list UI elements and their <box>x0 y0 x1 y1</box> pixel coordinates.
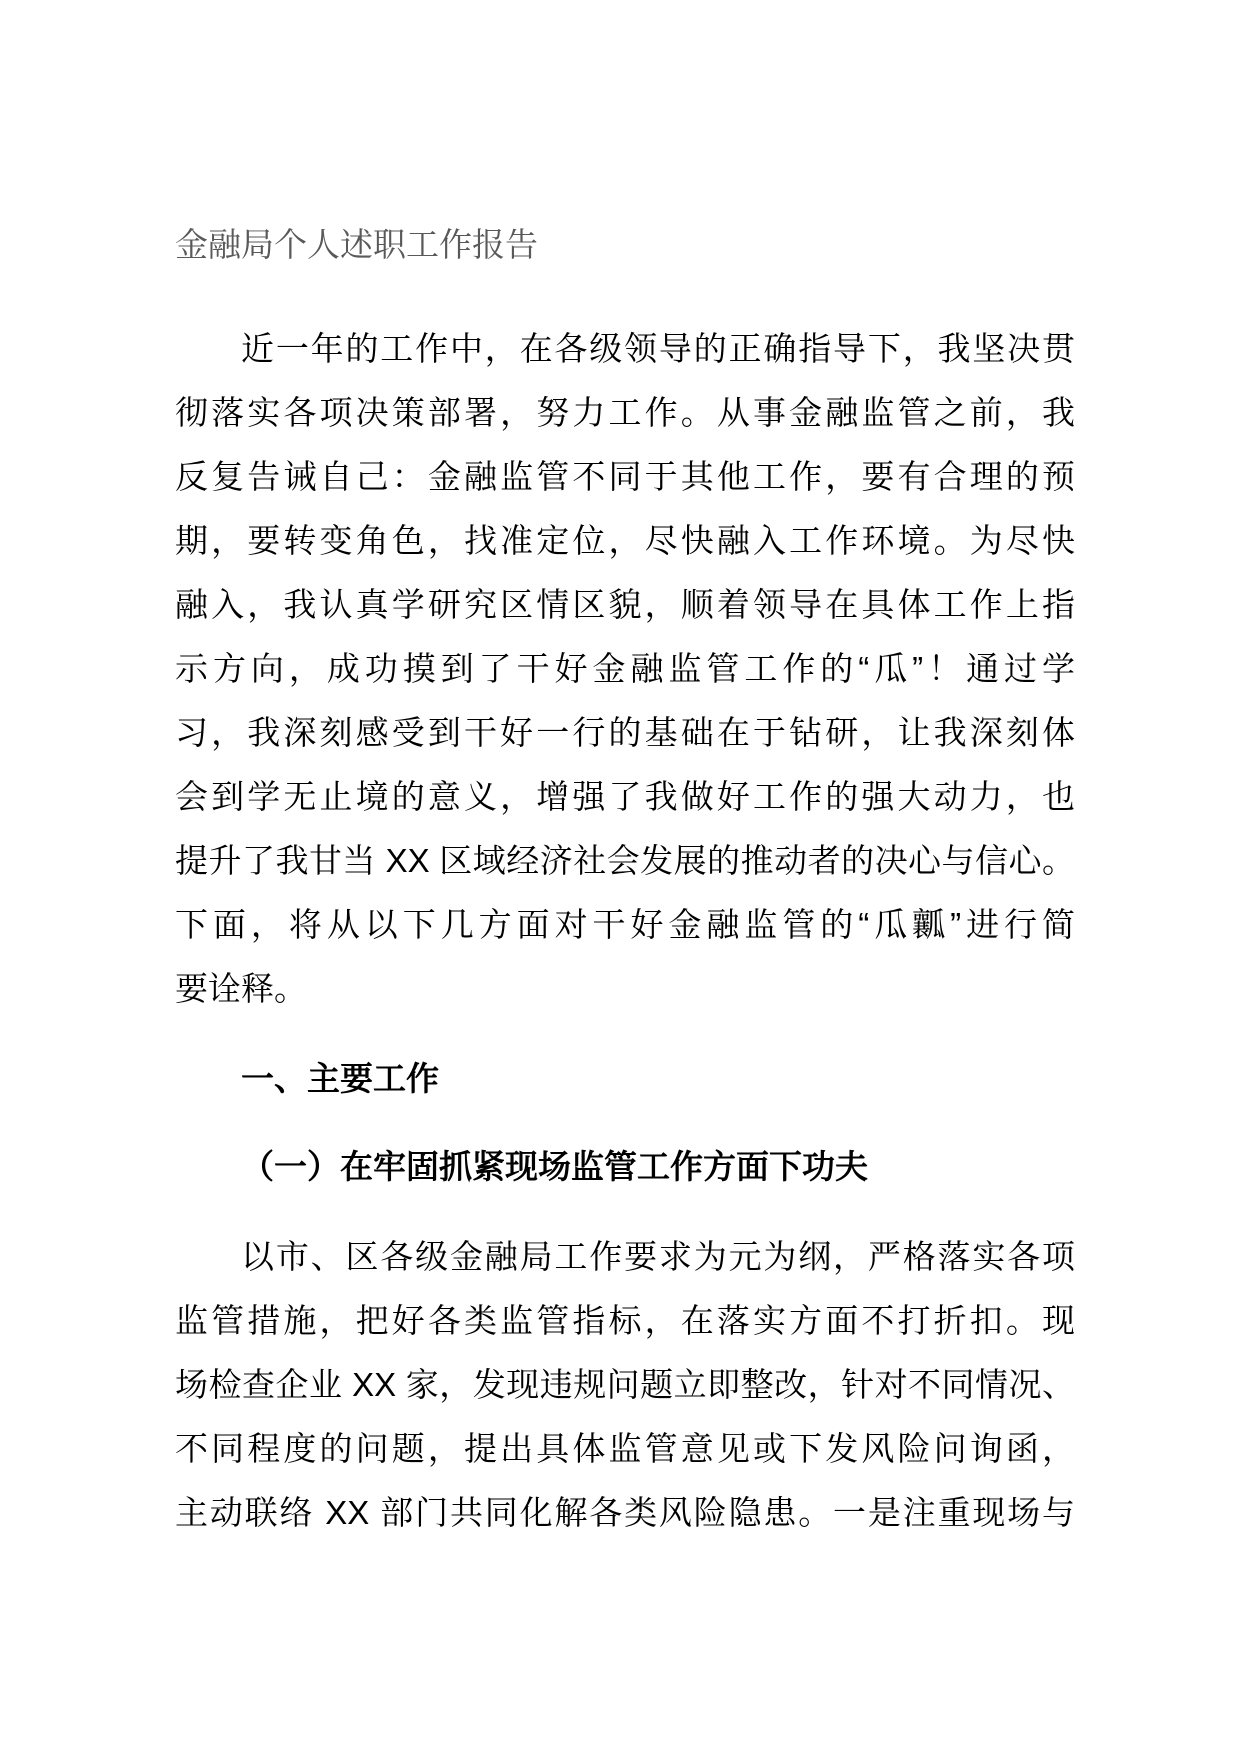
paragraph-line: 习，我深刻感受到干好一行的基础在于钻研，让我深刻体 <box>175 714 1075 751</box>
paragraph-line: 不同程度的问题，提出具体监管意见或下发风险问询函， <box>175 1430 1075 1467</box>
paragraph-line: 主动联络 XX 部门共同化解各类风险隐患。一是注重现场与 <box>175 1494 1075 1531</box>
paragraph-line: 近一年的工作中，在各级领导的正确指导下，我坚决贯 <box>241 330 1075 367</box>
paragraph-line: 期，要转变角色，找准定位，尽快融入工作环境。为尽快 <box>175 522 1075 559</box>
paragraph-line: 融入，我认真学研究区情区貌，顺着领导在具体工作上指 <box>175 586 1075 623</box>
paragraph-line: 监管措施，把好各类监管指标，在落实方面不打折扣。现 <box>175 1302 1075 1339</box>
document-title: 金融局个人述职工作报告 <box>175 226 538 263</box>
paragraph-line: 会到学无止境的意义，增强了我做好工作的强大动力，也 <box>175 778 1075 815</box>
paragraph-line: 示方向，成功摸到了干好金融监管工作的“瓜”！通过学 <box>175 650 1075 687</box>
section-heading: 一、主要工作 <box>241 1060 439 1097</box>
paragraph-line: 要诠释。 <box>175 970 307 1007</box>
body-paragraph <box>175 1225 1075 1545</box>
subsection-heading: （一）在牢固抓紧现场监管工作方面下功夫 <box>241 1148 868 1185</box>
paragraph-line: 彻落实各项决策部署，努力工作。从事金融监管之前，我 <box>175 394 1075 431</box>
paragraph-line: 提升了我甘当 XX 区域经济社会发展的推动者的决心与信心。 <box>175 842 1075 879</box>
intro-paragraph <box>175 317 1075 1021</box>
paragraph-line: 下面，将从以下几方面对干好金融监管的“瓜瓤”进行简 <box>175 906 1075 943</box>
paragraph-line: 以市、区各级金融局工作要求为元为纲，严格落实各项 <box>241 1238 1075 1275</box>
paragraph-line: 反复告诫自己：金融监管不同于其他工作，要有合理的预 <box>175 458 1075 495</box>
paragraph-line: 场检查企业 XX 家，发现违规问题立即整改，针对不同情况、 <box>175 1366 1075 1403</box>
